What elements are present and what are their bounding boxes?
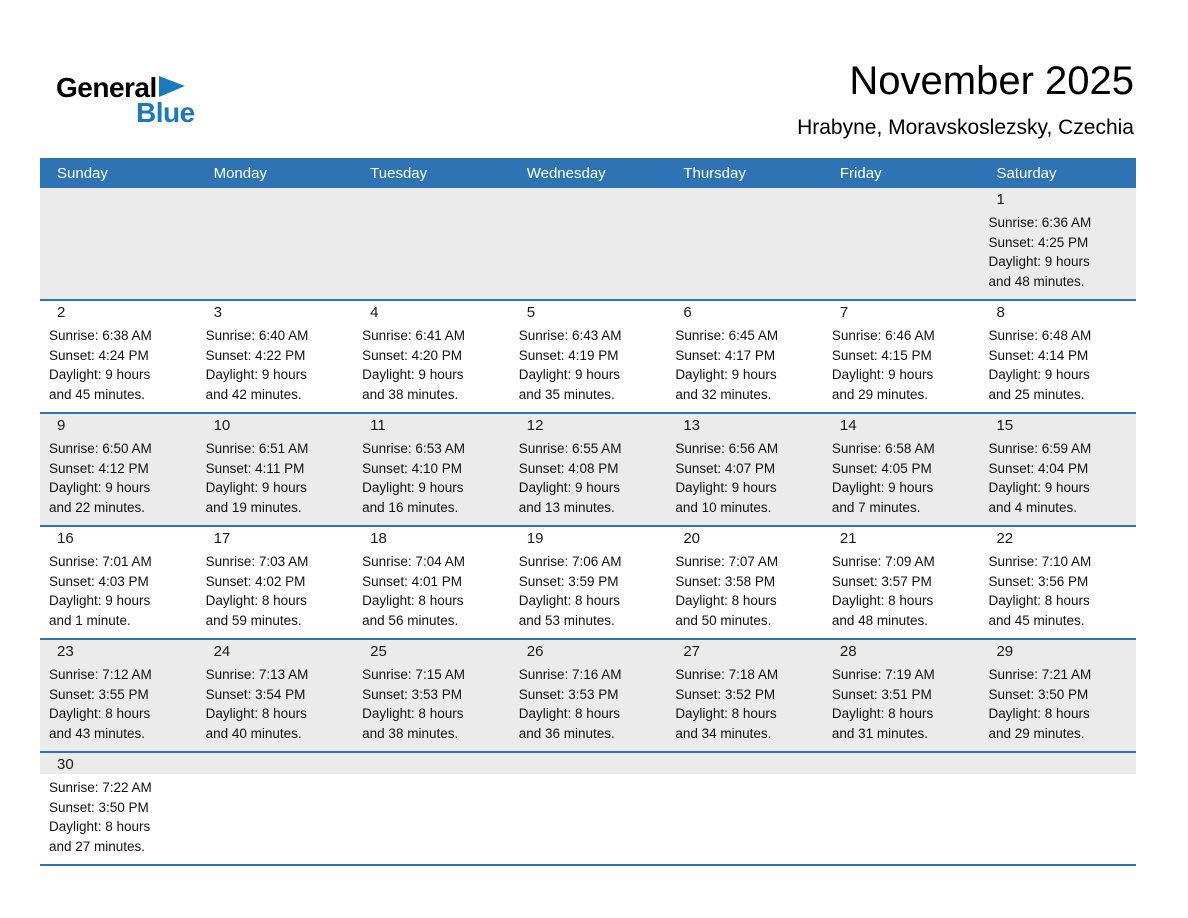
day-number: 28 (839, 643, 857, 660)
sunset-text: Sunset: 4:08 PM (518, 460, 619, 476)
sunrise-text: Sunrise: 7:01 AM (49, 554, 152, 569)
day-cell-11 (353, 414, 510, 525)
day-cell-4 (353, 301, 510, 412)
daylight-text-line1: Daylight: 8 hours (362, 706, 464, 721)
sunrise-text: Sunrise: 6:50 AM (49, 441, 152, 456)
day-number: 3 (213, 304, 222, 321)
sunrise-text: Sunrise: 7:18 AM (675, 667, 779, 682)
sunset-text: Sunset: 4:25 PM (988, 234, 1089, 250)
daylight-text-line2: and 22 minutes. (49, 499, 146, 515)
daylight-text-line1: Daylight: 8 hours (675, 706, 777, 721)
week-row-2 (40, 301, 1136, 414)
sunrise-text: Sunrise: 6:56 AM (675, 441, 779, 456)
sunrise-text: Sunrise: 6:48 AM (988, 328, 1092, 343)
day-cell-21 (823, 527, 980, 638)
daylight-text-line2: and 45 minutes. (988, 612, 1085, 628)
sunset-text: Sunset: 3:55 PM (49, 686, 149, 702)
sunset-text: Sunset: 4:04 PM (988, 460, 1089, 476)
general-blue-logo (56, 74, 195, 127)
calendar-body (40, 188, 1136, 866)
daylight-text-line2: and 35 minutes. (518, 386, 615, 402)
sunset-text: Sunset: 4:07 PM (675, 460, 776, 476)
daylight-text-line1: Daylight: 9 hours (988, 367, 1090, 382)
day-cell-7 (823, 301, 980, 412)
day-cell-empty (823, 753, 980, 864)
day-cell-12 (510, 414, 667, 525)
day-number: 18 (370, 530, 387, 547)
day-number: 14 (839, 417, 857, 434)
daylight-text-line2: and 45 minutes. (49, 386, 146, 402)
weekday-header-saturday: Saturday (996, 164, 1057, 182)
sunset-text: Sunset: 4:01 PM (362, 573, 462, 589)
day-cell-empty (353, 753, 510, 864)
sunset-text: Sunset: 4:05 PM (831, 460, 932, 476)
day-number: 16 (57, 530, 74, 547)
sunrise-text: Sunrise: 6:58 AM (831, 441, 935, 456)
day-number: 10 (213, 417, 231, 434)
day-number: 6 (683, 304, 692, 321)
day-number: 11 (370, 417, 386, 434)
day-number: 2 (57, 304, 66, 321)
sunset-text: Sunset: 3:57 PM (831, 573, 932, 589)
week-row-5 (40, 640, 1136, 753)
daylight-text-line2: and 1 minute. (49, 612, 131, 628)
sunset-text: Sunset: 3:51 PM (831, 686, 932, 702)
day-number: 19 (526, 530, 544, 547)
day-number: 27 (683, 643, 700, 660)
sunrise-text: Sunrise: 7:03 AM (205, 554, 309, 569)
month-title: November 2025 (849, 59, 1134, 103)
day-cell-3 (197, 301, 354, 412)
day-cell-23 (40, 640, 197, 751)
week-row-1 (40, 188, 1136, 301)
sunrise-text: Sunrise: 7:16 AM (518, 667, 622, 682)
day-cell-empty (666, 753, 823, 864)
daylight-text-line2: and 29 minutes. (831, 386, 928, 402)
daylight-text-line1: Daylight: 8 hours (831, 593, 934, 608)
sunset-text: Sunset: 3:58 PM (675, 573, 776, 589)
sunset-text: Sunset: 3:53 PM (362, 686, 462, 702)
day-cell-empty (197, 753, 354, 864)
daylight-text-line1: Daylight: 8 hours (205, 593, 307, 608)
daylight-text-line1: Daylight: 9 hours (49, 593, 151, 608)
daylight-text-line1: Daylight: 9 hours (675, 480, 777, 495)
sunrise-text: Sunrise: 6:36 AM (988, 215, 1092, 230)
daylight-text-line2: and 10 minutes. (675, 499, 772, 515)
day-number: 30 (57, 756, 74, 773)
daylight-text-line1: Daylight: 9 hours (988, 254, 1090, 269)
day-cell-27 (666, 640, 823, 751)
daylight-text-line1: Daylight: 8 hours (988, 593, 1090, 608)
daylight-text-line1: Daylight: 8 hours (362, 593, 464, 608)
daylight-text-line2: and 25 minutes. (988, 386, 1085, 402)
day-number: 25 (370, 643, 387, 660)
weekday-header-sunday: Sunday (57, 164, 108, 182)
sunset-text: Sunset: 4:22 PM (205, 347, 306, 363)
day-cell-16 (40, 527, 197, 638)
daylight-text-line2: and 36 minutes. (518, 725, 615, 741)
sunrise-text: Sunrise: 7:07 AM (675, 554, 779, 569)
daylight-text-line2: and 50 minutes. (675, 612, 772, 628)
sunrise-text: Sunrise: 7:12 AM (49, 667, 152, 682)
daylight-text-line1: Daylight: 9 hours (518, 480, 621, 495)
day-number: 1 (996, 191, 1005, 208)
daylight-text-line2: and 32 minutes. (675, 386, 772, 402)
sunset-text: Sunset: 4:24 PM (49, 347, 149, 363)
day-cell-8 (979, 301, 1136, 412)
sunrise-text: Sunrise: 7:19 AM (831, 667, 935, 682)
sunrise-text: Sunrise: 6:41 AM (362, 328, 465, 343)
day-cell-19 (510, 527, 667, 638)
weekday-header-thursday: Thursday (683, 164, 746, 182)
sunset-text: Sunset: 3:56 PM (988, 573, 1089, 589)
day-cell-5 (510, 301, 667, 412)
sunset-text: Sunset: 3:52 PM (675, 686, 776, 702)
sunset-text: Sunset: 4:15 PM (831, 347, 932, 363)
daylight-text-line2: and 48 minutes. (988, 273, 1085, 289)
sunset-text: Sunset: 3:50 PM (49, 799, 149, 815)
day-cell-empty (979, 753, 1136, 864)
sunset-text: Sunset: 3:54 PM (205, 686, 306, 702)
day-cell-29 (979, 640, 1136, 751)
sunrise-text: Sunrise: 7:09 AM (831, 554, 935, 569)
day-number: 17 (213, 530, 231, 547)
sunrise-text: Sunrise: 6:40 AM (205, 328, 309, 343)
day-cell-14 (823, 414, 980, 525)
daylight-text-line2: and 34 minutes. (675, 725, 772, 741)
day-cell-17 (197, 527, 354, 638)
week-row-4 (40, 527, 1136, 640)
week-row-3 (40, 414, 1136, 527)
sunrise-text: Sunrise: 6:43 AM (518, 328, 622, 343)
daylight-text-line2: and 40 minutes. (205, 725, 302, 741)
day-cell-1 (979, 188, 1136, 299)
weekday-header-tuesday: Tuesday (370, 164, 428, 182)
daylight-text-line1: Daylight: 8 hours (988, 706, 1090, 721)
day-cell-25 (353, 640, 510, 751)
day-cell-28 (823, 640, 980, 751)
sunrise-text: Sunrise: 7:15 AM (362, 667, 465, 682)
sunrise-text: Sunrise: 7:04 AM (362, 554, 465, 569)
day-number: 12 (526, 417, 544, 434)
daylight-text-line2: and 38 minutes. (362, 386, 459, 402)
daylight-text-line1: Daylight: 8 hours (205, 706, 307, 721)
daylight-text-line1: Daylight: 9 hours (362, 367, 464, 382)
sunrise-text: Sunrise: 6:46 AM (831, 328, 935, 343)
weekday-header-wednesday: Wednesday (526, 164, 606, 182)
sunset-text: Sunset: 3:50 PM (988, 686, 1089, 702)
sunset-text: Sunset: 4:11 PM (205, 460, 305, 476)
sunrise-text: Sunrise: 7:22 AM (49, 780, 152, 795)
daylight-text-line2: and 19 minutes. (205, 499, 302, 515)
sunset-text: Sunset: 4:10 PM (362, 460, 462, 476)
day-number: 23 (57, 643, 74, 660)
daylight-text-line2: and 56 minutes. (362, 612, 459, 628)
sunrise-text: Sunrise: 6:53 AM (362, 441, 465, 456)
day-number: 5 (526, 304, 536, 321)
daylight-text-line2: and 16 minutes. (362, 499, 459, 515)
daylight-text-line1: Daylight: 9 hours (205, 480, 307, 495)
sunrise-text: Sunrise: 7:21 AM (988, 667, 1092, 682)
day-cell-24 (197, 640, 354, 751)
daylight-text-line2: and 42 minutes. (205, 386, 302, 402)
day-number: 13 (683, 417, 700, 434)
daylight-text-line2: and 48 minutes. (831, 612, 928, 628)
daylight-text-line2: and 38 minutes. (362, 725, 459, 741)
day-cell-9 (40, 414, 197, 525)
sunrise-text: Sunrise: 6:51 AM (205, 441, 309, 456)
day-number: 15 (996, 417, 1014, 434)
sunrise-text: Sunrise: 6:55 AM (518, 441, 622, 456)
daylight-text-line1: Daylight: 9 hours (518, 367, 621, 382)
sunset-text: Sunset: 4:20 PM (362, 347, 462, 363)
daylight-text-line1: Daylight: 8 hours (518, 593, 621, 608)
daylight-text-line1: Daylight: 9 hours (831, 480, 934, 495)
day-number: 20 (683, 530, 700, 547)
sunrise-text: Sunrise: 6:59 AM (988, 441, 1092, 456)
daylight-text-line1: Daylight: 8 hours (675, 593, 777, 608)
daylight-text-line1: Daylight: 9 hours (362, 480, 464, 495)
day-cell-empty (510, 188, 667, 299)
daylight-text-line2: and 27 minutes. (49, 838, 146, 854)
sunset-text: Sunset: 4:12 PM (49, 460, 149, 476)
day-cell-empty (666, 188, 823, 299)
day-cell-empty (353, 188, 510, 299)
daylight-text-line1: Daylight: 8 hours (49, 706, 151, 721)
daylight-text-line1: Daylight: 8 hours (49, 819, 151, 834)
week-row-6 (40, 753, 1136, 866)
daylight-text-line2: and 29 minutes. (988, 725, 1085, 741)
logo-line-2 (56, 99, 195, 127)
sunset-text: Sunset: 3:53 PM (518, 686, 619, 702)
title-block (797, 58, 1134, 140)
sunrise-text: Sunrise: 7:10 AM (988, 554, 1092, 569)
calendar-grid (40, 158, 1136, 866)
sunset-text: Sunset: 4:17 PM (675, 347, 776, 363)
daylight-text-line1: Daylight: 9 hours (988, 480, 1090, 495)
daylight-text-line1: Daylight: 8 hours (518, 706, 621, 721)
daylight-text-line2: and 4 minutes. (988, 499, 1078, 515)
daylight-text-line2: and 43 minutes. (49, 725, 146, 741)
day-cell-6 (666, 301, 823, 412)
day-number: 22 (996, 530, 1014, 547)
sunset-text: Sunset: 4:02 PM (205, 573, 306, 589)
sunrise-text: Sunrise: 6:38 AM (49, 328, 152, 343)
sunset-text: Sunset: 4:19 PM (518, 347, 619, 363)
daylight-text-line1: Daylight: 9 hours (49, 480, 151, 495)
daylight-text-line2: and 7 minutes. (831, 499, 921, 515)
day-cell-empty (197, 188, 354, 299)
location-subtitle: Hrabyne, Moravskoslezsky, Czechia (797, 116, 1134, 139)
weekday-header-row (40, 158, 1136, 188)
day-cell-10 (197, 414, 354, 525)
day-number: 9 (57, 417, 66, 434)
logo-text-general: General (56, 72, 157, 103)
sunset-text: Sunset: 4:14 PM (988, 347, 1089, 363)
logo-text-blue: Blue (136, 97, 195, 128)
day-cell-22 (979, 527, 1136, 638)
day-cell-26 (510, 640, 667, 751)
sunset-text: Sunset: 3:59 PM (518, 573, 619, 589)
day-number: 29 (996, 643, 1014, 660)
day-cell-18 (353, 527, 510, 638)
day-cell-20 (666, 527, 823, 638)
day-number: 21 (839, 530, 857, 547)
day-cell-empty (510, 753, 667, 864)
sunrise-text: Sunrise: 7:13 AM (205, 667, 309, 682)
day-number: 7 (839, 304, 849, 321)
daylight-text-line1: Daylight: 9 hours (675, 367, 777, 382)
daylight-text-line1: Daylight: 9 hours (831, 367, 934, 382)
day-cell-15 (979, 414, 1136, 525)
daylight-text-line1: Daylight: 9 hours (49, 367, 151, 382)
day-number: 4 (370, 304, 379, 321)
daylight-text-line2: and 59 minutes. (205, 612, 302, 628)
day-cell-30 (40, 753, 197, 864)
daylight-text-line2: and 13 minutes. (518, 499, 615, 515)
sunrise-text: Sunrise: 7:06 AM (518, 554, 622, 569)
day-number: 26 (526, 643, 544, 660)
weekday-header-friday: Friday (839, 164, 882, 182)
day-cell-empty (823, 188, 980, 299)
day-number: 8 (996, 304, 1005, 321)
weekday-header-monday: Monday (213, 164, 267, 182)
day-cell-13 (666, 414, 823, 525)
daylight-text-line2: and 53 minutes. (518, 612, 615, 628)
daylight-text-line1: Daylight: 8 hours (831, 706, 934, 721)
daylight-text-line1: Daylight: 9 hours (205, 367, 307, 382)
sunset-text: Sunset: 4:03 PM (49, 573, 149, 589)
daylight-text-line2: and 31 minutes. (831, 725, 928, 741)
sunrise-text: Sunrise: 6:45 AM (675, 328, 779, 343)
day-cell-2 (40, 301, 197, 412)
day-number: 24 (213, 643, 231, 660)
day-cell-empty (40, 188, 197, 299)
